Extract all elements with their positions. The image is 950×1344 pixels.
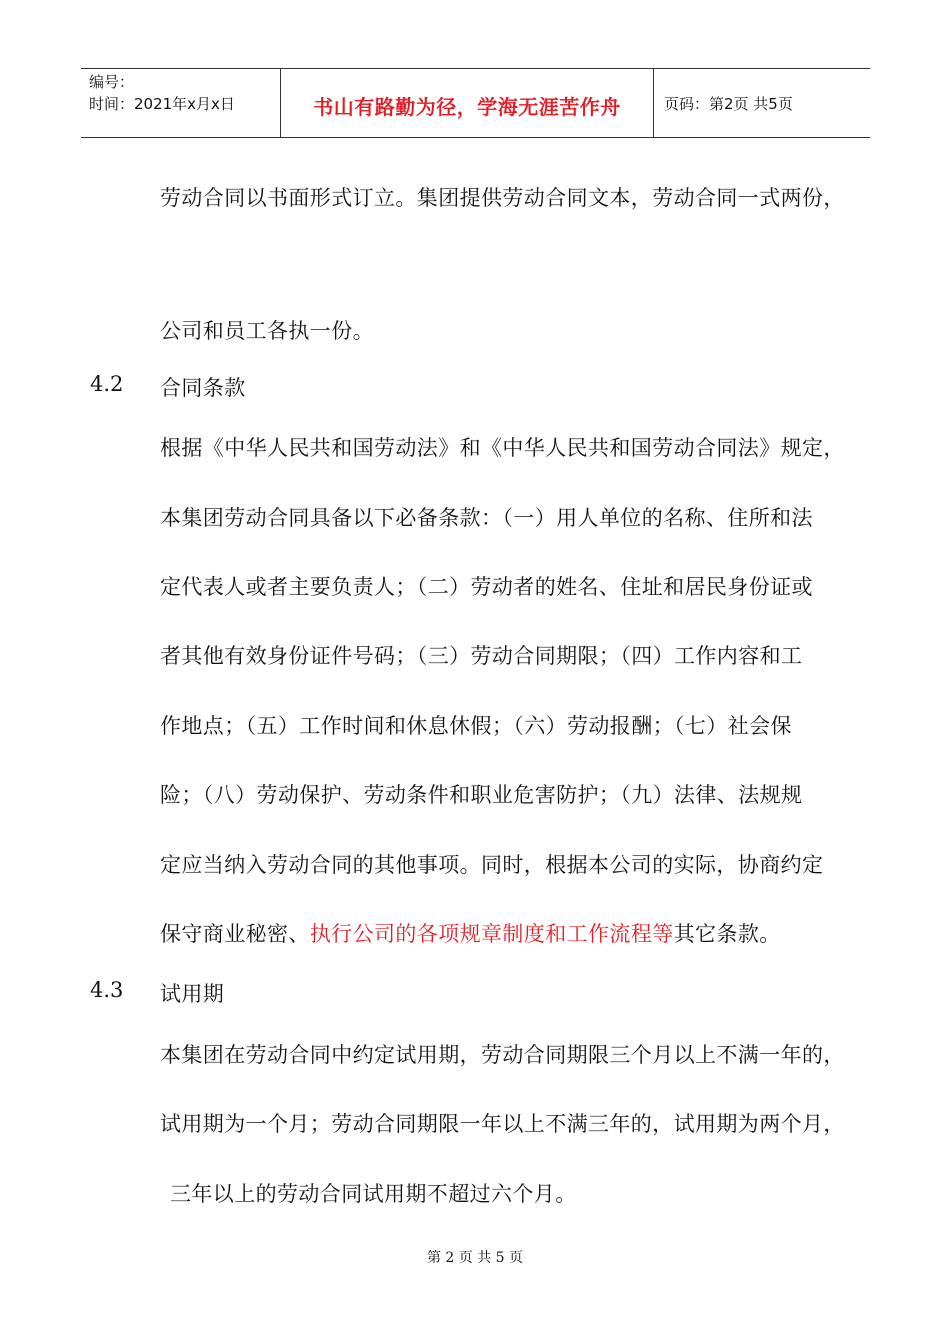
paragraph-line <box>160 918 781 948</box>
header-motto: 书山有路勤为径，学海无涯苦作舟 <box>313 95 621 119</box>
text-segment: 其它条款。 <box>673 922 781 946</box>
paragraph-line: 险；（八）劳动保护、劳动条件和职业危害防护；（九）法律、法规规 <box>160 783 803 807</box>
paragraph-line: 根据《中华人民共和国劳动法》和《中华人民共和国劳动合同法》规定， <box>160 436 845 460</box>
document-date-label: 时间：2021年x月x日 <box>89 95 235 113</box>
paragraph-line: 试用期为一个月；劳动合同期限一年以上不满三年的，试用期为两个月， <box>160 1112 845 1136</box>
paragraph-line: 本集团劳动合同具备以下必备条款：（一）用人单位的名称、住所和法 <box>160 506 813 530</box>
page-footer: 第 2 页 共 5 页 <box>426 1250 524 1266</box>
paragraph-line: 公司和员工各执一份。 <box>160 319 374 343</box>
paragraph-line: 定代表人或者主要负责人；（二）劳动者的姓名、住址和居民身份证或 <box>160 575 813 599</box>
header-page-cell <box>654 69 870 137</box>
section-number: 4.2 <box>90 372 124 396</box>
header-page-info: 页码：第2页 共5页 <box>664 95 793 113</box>
section-title: 合同条款 <box>160 376 246 400</box>
text-segment: 保守商业秘密、 <box>160 922 310 946</box>
highlighted-text: 执行公司的各项规章制度和工作流程等 <box>309 922 674 946</box>
section-title: 试用期 <box>160 982 225 1006</box>
paragraph-line: 作地点；（五）工作时间和休息休假；（六）劳动报酬；（七）社会保 <box>160 714 792 738</box>
paragraph-line: 定应当纳入劳动合同的其他事项。同时，根据本公司的实际，协商约定 <box>160 853 824 877</box>
section-number: 4.3 <box>90 978 124 1002</box>
paragraph-line: 者其他有效身份证件号码；（三）劳动合同期限；（四）工作内容和工 <box>160 644 803 668</box>
document-header <box>81 68 870 138</box>
paragraph-line: 三年以上的劳动合同试用期不超过六个月。 <box>170 1182 577 1206</box>
header-motto-cell <box>280 69 654 137</box>
paragraph-line: 本集团在劳动合同中约定试用期，劳动合同期限三个月以上不满一年的， <box>160 1043 845 1067</box>
paragraph-line: 劳动合同以书面形式订立。集团提供劳动合同文本，劳动合同一式两份， <box>160 186 845 210</box>
header-meta-cell <box>81 69 280 137</box>
document-number-label: 编号： <box>89 73 135 91</box>
